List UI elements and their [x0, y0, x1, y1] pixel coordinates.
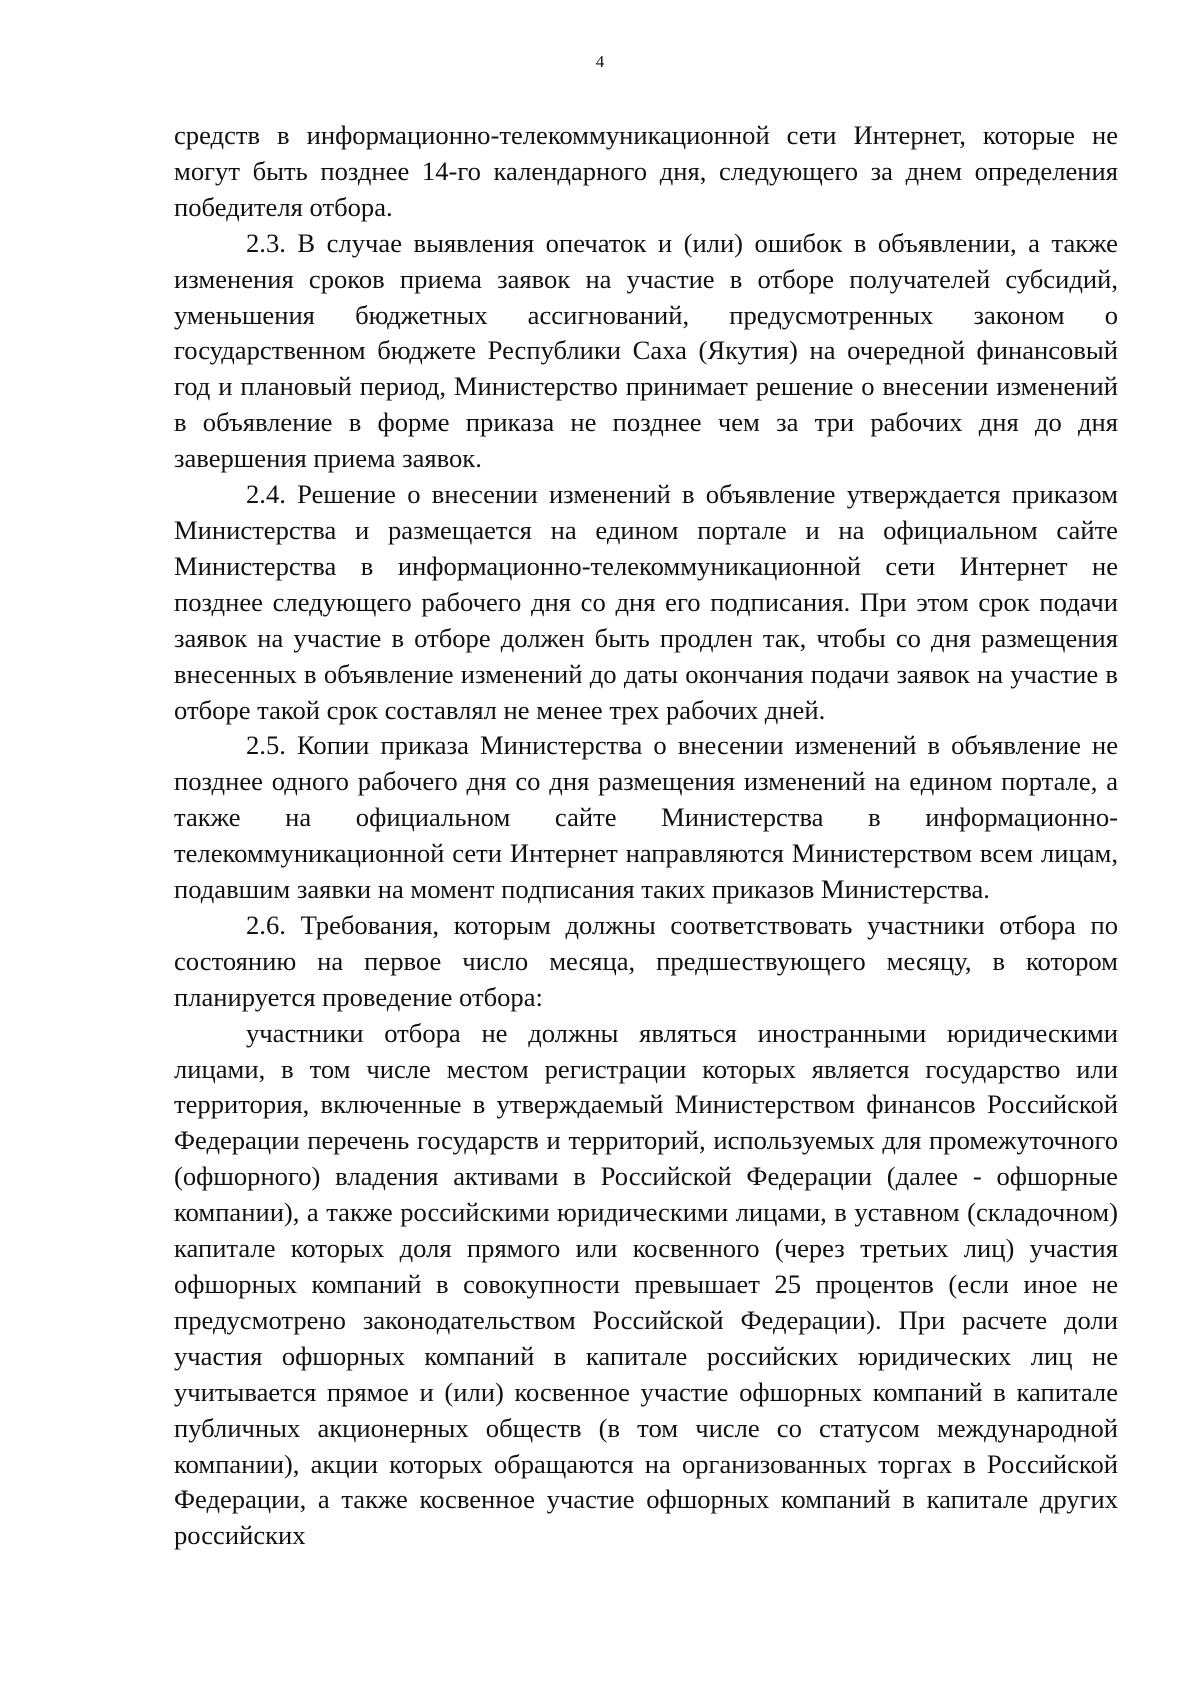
paragraph-2-4: 2.4. Решение о внесении изменений в объявление утверждается приказом Министерства и размещается на едином портале и на официальном сайте Министерства в информационно-телекоммуникационной сети Интернет не позднее следующего рабочего дня со дня его подписания. При этом срок подачи заявок на участие в отборе должен быть продлен так, чтобы со дня размещения внесенных в объявление изменений до даты окончания подачи заявок на участие в отборе такой срок составлял не менее трех рабочих дней.: [174, 479, 1118, 725]
body-text: [174, 118, 1118, 1554]
paragraph-continuation: средств в информационно-телекоммуникационной сети Интернет, которые не могут быть позднее 14-го календарного дня, следующего за днем определения победителя отбора.: [174, 120, 1118, 222]
paragraph-2-3: 2.3. В случае выявления опечаток и (или) ошибок в объявлении, а также изменения сроков приема заявок на участие в отборе получателей субсидий, уменьшения бюджетных ассигнований, предусмотренных законом о государственном бюджете Республики Саха (Якутия) на очередной финансовый год и плановый период, Министерство принимает решение о внесении изменений в объявление в форме приказа не позднее чем за три рабочих дня до дня завершения приема заявок.: [174, 227, 1118, 474]
paragraph-2-6: 2.6. Требования, которым должны соответствовать участники отбора по состоянию на первое число месяца, предшествующего месяцу, в котором планируется проведение отбора:: [174, 909, 1118, 1012]
paragraph-2-5: 2.5. Копии приказа Министерства о внесении изменений в объявление не позднее одного рабочего дня со дня размещения изменений на едином портале, а также на официальном сайте Министерства в информационно-телекоммуникационной сети Интернет направляются Министерством всем лицам, подавшим заявки на момент подписания таких приказов Министерства.: [174, 730, 1118, 905]
paragraph-requirement: участники отбора не должны являться иностранными юридическими лицами, в том числе местом регистрации которых является государство или территория, включенные в утверждаемый Министерством финансов Российской Федерации перечень государств и территорий, используемых для промежуточного (офшорного) владения активами в Российской Федерации (далее - офшорные компании), а также российскими юридическими лицами, в уставном (складочном) капитале которых доля прямого или косвенного (через третьих лиц) участия офшорных компаний в совокупности превышает 25 процентов (если иное не предусмотрено законодательством Российской Федерации). При расчете доли участия офшорных компаний в капитале российских юридических лиц не учитывается прямое и (или) косвенное участие офшорных компаний в капитале публичных акционерных обществ (в том числе со статусом международной компании), акции которых обращаются на организованных торгах в Российской Федерации, а также косвенное участие офшорных компаний в капитале других российских: [174, 1017, 1118, 1551]
page-number: 4: [595, 52, 605, 71]
